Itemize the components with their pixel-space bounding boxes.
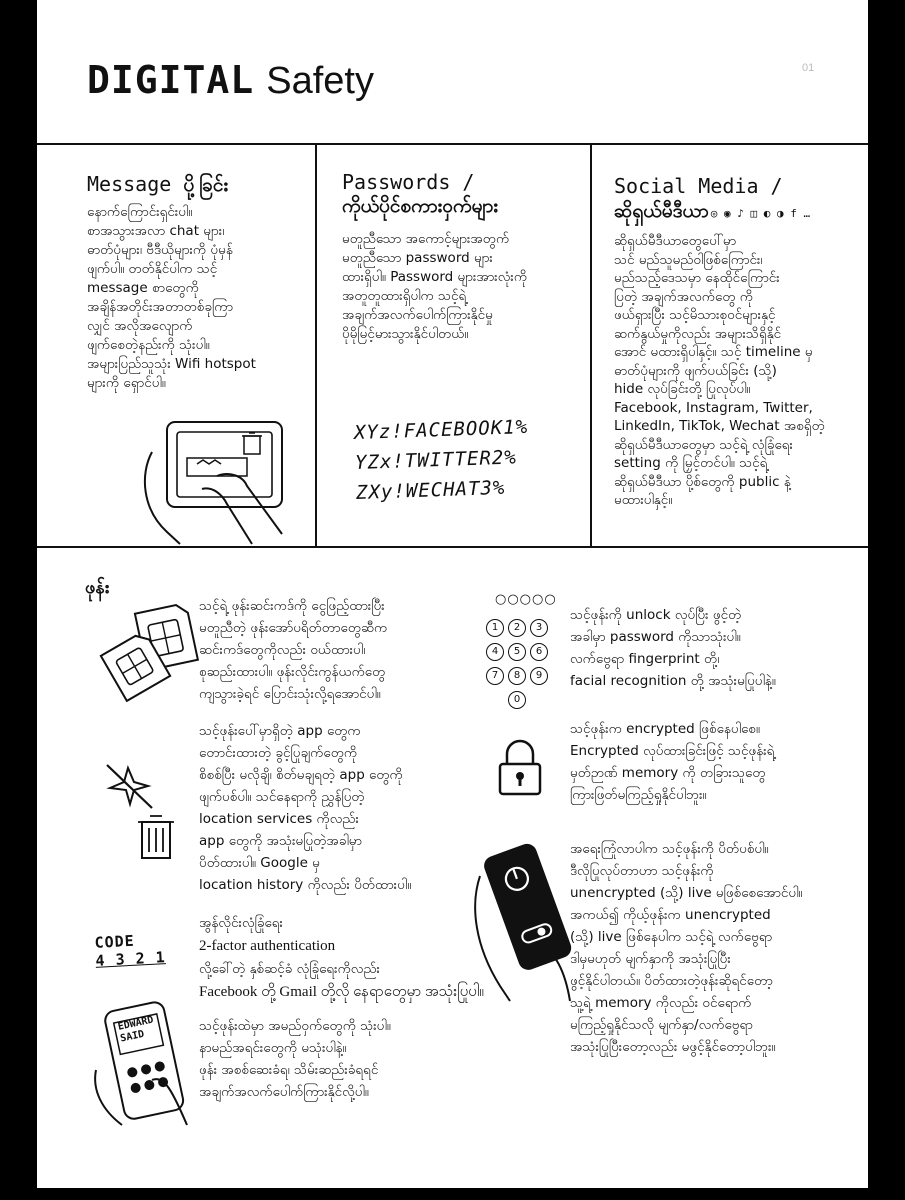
phone-heading: ဖုန်း [85,577,110,598]
text-line: location services ကိုလည်း [199,811,359,827]
text-line: ဖျက်ပါ။ တတ်နိုင်ပါက သင့် [87,261,218,277]
text-line: နာမည်အရင်းတွေကို မသုံးပါနဲ့။ [199,1040,347,1056]
text-line: စုဆည်းထားပါ။ ဖုန်းလိုင်းကွန်ယက်တွေ [199,664,386,680]
divider-col-1 [315,144,317,547]
text-line: ပိုမိုမြင့်မားသွားနိုင်ပါတယ်။ [342,326,469,342]
text-line: အချိန်အတိုင်းအတာတစ်ခုကြာ [87,299,234,315]
text-line: အခါမှာ password ကိုသာသုံးပါ။ [570,629,741,645]
text-line: မည်သည့်ဒေသမှာ နေထိုင်ကြောင်း [614,270,780,286]
social-section [614,174,864,510]
text-line: သင် မည်သူမည်ဝါဖြစ်ကြောင်း၊ [614,251,763,268]
password-examples [353,412,530,508]
text-line: အချက်အလက်ပေါက်ကြားနိုင်မှု [342,307,493,323]
keypad-key: 9 [530,667,548,685]
text-line: ဓာတ်ပုံများ၊ ဗီဒီယိုများကို ပုံမှန် [87,242,233,258]
text-line: LinkedIn, TikTok, Wechat အစရှိတဲ့ [614,418,825,434]
phone-power-icon [470,836,580,1006]
text-line: မတူညီသော password များ [342,250,493,266]
social-body [614,232,864,510]
keypad-key: 2 [508,619,526,637]
code-label: CODE [94,931,136,952]
page-title [87,58,374,103]
tablet-touch-icon [132,414,292,544]
passwords-heading: Passwords / ကိုယ်ပိုင်စကားဝှက်များ [342,170,499,217]
text-line: ဆိုရှယ်မီဒီယာ ပို့စ်တွေကို public နဲ့ [614,473,791,490]
text-line: အရေးကြုံလာပါက သင့်ဖုန်းကို ပိတ်ပစ်ပါ။ [570,841,769,857]
title-bold: DIGITAL [87,58,255,102]
phone-contacts-text [199,1015,489,1103]
divider-col-2 [590,144,592,547]
text-line: အောင် မထားရှိပါနှင့်။ သင့် timeline မှ [614,344,813,360]
location-trash-icon [102,760,172,870]
phone-encrypted-text [570,718,865,806]
text-line: စာအသွားအလာ chat များ၊ [87,223,225,239]
page-number: 01 [802,62,815,74]
keypad-key: 8 [508,667,526,685]
social-heading: Social Media / ဆိုရှယ်မီဒီယာ ◎ ◉ ♪ ◫ ◐ ◑ f … [614,174,864,226]
text-line: များကို ရှောင်ပါ။ [87,375,166,391]
text-line: ဆက်နွယ်မှုကိုလည်း အများသိရှိနိုင် [614,325,782,342]
text-line: မှတ်ဉာဏ် memory ကို တခြားသူတွေ [570,765,766,781]
keypad-key: 1 [486,619,504,637]
phone-sim-text [199,595,479,705]
text-line: လို့ခေါ်တဲ့ နှစ်ဆင့်ခံ လုံခြုံရေးကိုလည်း [199,961,380,977]
text-line: လျှင် အလိုအလျောက် [87,318,193,334]
divider-middle [37,546,868,548]
text-line: အကယ်၍ ကိုယ့်ဖုန်းက unencrypted [570,907,771,923]
keypad-key: 4 [486,643,504,661]
message-heading: Message ပို့ခြင်း [87,172,229,196]
text-line: ကြားဖြတ်မကြည့်ရှုနိုင်ပါဘူး။ [570,787,707,803]
text-line: သင့်ဖုန်းပေါ်မှာရှိတဲ့ app တွေက [199,723,361,739]
keypad-icon [484,615,550,711]
text-line: သင့်ဖုန်းထဲမှာ အမည်ဝှက်တွေကို သုံးပါ။ [199,1018,391,1034]
phone-emergency-text [570,838,868,1058]
text-line: unencrypted (သို့) live မဖြစ်စေအောင်ပါ။ [570,885,803,901]
message-section [87,172,309,393]
text-line: အများပြည်သူသုံး Wifi hotspot [87,356,256,372]
text-line: သင့်ဖုန်းက encrypted ဖြစ်နေပါစေ။ [570,721,760,737]
text-line: ပြတဲ့ အချက်အလက်တွေ ကို [614,288,753,305]
password-example: XYz!FACEBOOK1% [353,415,529,445]
text-line: Facebook တို့ Gmail တို့လို နေရာတွေမှာ အသုံးပြုပါ။ [199,984,484,1000]
text-line: (သို့) live ဖြစ်နေပါက သင့်ရဲ့ လက်ဗွေရာ [570,929,773,945]
text-line: setting ကို မြှင့်တင်ပါ။ သင့်ရဲ့ [614,455,768,471]
text-line: စိစစ်ပြီး မလိုချိ၊ စိတ်မချရတဲ့ app တွေကို [199,767,403,783]
text-line: ဖယ်ရှားပြီး သင့်မိသားစုဝင်များနှင့် [614,307,776,323]
document-page [37,0,868,1188]
code-drawing [94,930,166,970]
text-line: message စာတွေကို [87,280,199,296]
text-line: ကျသွားခဲ့ရင် ပြောင်းသုံးလို့ရအောင်ပါ။ [199,686,381,702]
pin-dots: ○○○○○ [495,592,557,607]
text-line: ပိတ်ထားပါ။ Google မှ [199,855,320,871]
divider-top [37,143,868,145]
text-line: ဖျက်ပစ်ပါ။ သင်နေရာကို ညွှန်ပြတဲ့ [199,789,365,805]
text-line: သင့်ရဲ့ ဖုန်းဆင်းကဒ်ကို ငွေဖြည့်ထားပြီး [199,598,385,614]
text-line: မတူညီတဲ့ ဖုန်းအော်ပရိတ်တာတွေဆီက [199,620,388,636]
text-line: hide လုပ်ခြင်းတို့ ပြုလုပ်ပါ။ [614,381,751,397]
text-line: ဆိုရှယ်မီဒီယာတွေမှာ သင့်ရဲ့ လုံခြုံရေး [614,436,793,453]
text-line: အသုံးပြုပြီးတော့လည်း မဖွင့်နိုင်တော့ပါဘူး။ [570,1039,776,1055]
text-line: Facebook, Instagram, Twitter, [614,399,813,416]
password-example: YZx!TWITTER2% [354,446,518,475]
text-line: location history ကိုလည်း ပိတ်ထားပါ။ [199,877,412,893]
phone-apps-text [199,720,484,896]
passwords-body [342,230,587,344]
title-rest: Safety [266,60,374,102]
text-line: အွန်လိုင်းလုံခြုံရေး [199,915,283,931]
text-line: ဖုန်း အစစ်ဆေးခံရ၊ သိမ်းဆည်းခံရရင် [199,1062,379,1078]
phone-unlock-text [570,604,865,692]
text-line: နောက်ကြောင်းရှင်းပါ။ [87,204,193,220]
keypad-key: 3 [530,619,548,637]
text-line: တောင်းထားတဲ့ ခွင့်ပြုချက်တွေကို [199,745,358,761]
text-line: သင့်ဖုန်းကို unlock လုပ်ပြီး ဖွင့်တဲ့ [570,607,742,623]
padlock-icon [495,738,545,798]
text-line: ဆိုရှယ်မီဒီယာတွေပေါ်မှာ [614,233,737,249]
message-body [87,203,309,393]
keypad-key: 0 [508,691,526,709]
text-line: ဒီလိုပြုလုပ်တာဟာ သင့်ဖုန်းကို [570,863,714,879]
keypad-key: 5 [508,643,526,661]
text-line: facial recognition တို့ အသုံးမပြုပါနဲ့။ [570,673,776,689]
text-line: သူ့ရဲ့ memory ကိုလည်း ဝင်ရောက် [570,995,752,1011]
text-line: အချက်အလက်ပေါက်ကြားနိုင်လို့ပါ။ [199,1084,369,1100]
text-line: အတူတူထားရှိပါက သင့်ရဲ့ [342,288,467,304]
text-line: ဆင်းကဒ်တွေကိုလည်း ဝယ်ထားပါ၊ [199,642,366,658]
text-line: မထားပါနှင့်။ [614,492,673,508]
text-line: app တွေကို အသုံးမပြုတဲ့အခါမှာ [199,833,362,849]
contact-name-last: SAID [119,1028,146,1045]
passwords-section [342,170,587,344]
text-line: 2-factor authentication [199,938,336,954]
text-line: မတူညီသော အကောင့်များအတွက် [342,231,510,247]
code-digits: 4 3 2 1 [95,948,167,970]
text-line: ထားရှိပါ။ Password များအားလုံးကို [342,269,528,285]
keypad-key: 6 [530,643,548,661]
social-app-icons: ◎ ◉ ♪ ◫ ◐ ◑ f … [710,207,811,220]
text-line: ဖွင့်နိုင်ပါတယ်။ ပိတ်ထားတဲ့ဖုန်းဆိုရင်တော့ [570,973,773,989]
sim-card-icon [95,600,205,695]
contact-name-first: EDWARD [116,1014,155,1033]
text-line: ဖျက်စေတဲ့နည်းကို သုံးပါ။ [87,337,210,353]
keypad-key: 7 [486,667,504,685]
password-example: ZXy!WECHAT3% [355,476,506,505]
text-line: Encrypted လုပ်ထားခြင်းဖြင့် သင့်ဖုန်းရဲ့ [570,743,775,759]
text-line: လက်ဗွေရာ fingerprint တို့၊ [570,651,720,667]
text-line: ဒါမှမဟုတ် မျက်နှာကို အသုံးပြုပြီး [570,951,731,967]
text-line: ဓာတ်ပုံများကို ဖျက်ပယ်ခြင်း (သို့) [614,362,777,379]
text-line: မကြည့်ရှုနိုင်သလို မျက်နှာ/လက်ဗွေရာ [570,1017,753,1033]
